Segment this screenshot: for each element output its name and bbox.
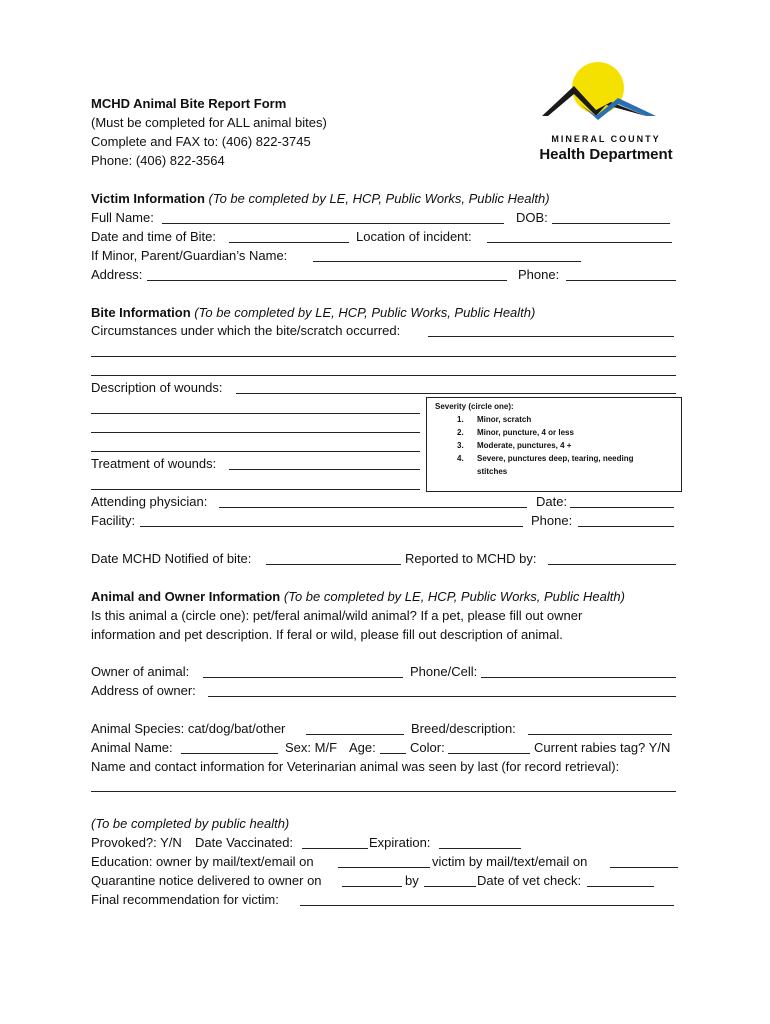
victim-by-label: victim by mail/text/email on [432, 854, 588, 869]
header-line-2: Complete and FAX to: (406) 822-3745 [91, 134, 311, 149]
quarantine-label: Quarantine notice delivered to owner on [91, 873, 322, 888]
expiration-field[interactable] [439, 848, 521, 849]
owner-address-label: Address of owner: [91, 683, 196, 698]
rabies-label: Current rabies tag? Y/N [534, 740, 671, 755]
circumstances-field-1[interactable] [428, 336, 674, 337]
phone-cell-label: Phone/Cell: [410, 664, 478, 679]
animal-heading: Animal and Owner Information [91, 589, 281, 604]
severity-option-1[interactable] [457, 415, 531, 425]
severity-text: Minor, scratch [477, 415, 532, 424]
severity-num: 2. [457, 428, 464, 437]
severity-num: 3. [457, 441, 464, 450]
physician-field[interactable] [219, 507, 527, 508]
severity-box [426, 397, 682, 492]
severity-title: Severity (circle one): [435, 402, 514, 411]
quarantine-date-field[interactable] [342, 886, 402, 887]
severity-option-3[interactable] [457, 441, 571, 451]
treatment-field-1[interactable] [229, 469, 420, 470]
by-label: by [405, 873, 419, 888]
circumstances-label: Circumstances under which the bite/scratch occurred: [91, 323, 401, 338]
quarantine-by-field[interactable] [424, 886, 476, 887]
wounds-field-2[interactable] [91, 413, 420, 414]
notified-label: Date MCHD Notified of bite: [91, 551, 252, 566]
education-owner-field[interactable] [338, 867, 430, 868]
sex-label: Sex: M/F [285, 740, 338, 755]
location-label: Location of incident: [356, 229, 472, 244]
severity-num: 1. [457, 415, 464, 424]
victim-phone-field[interactable] [566, 280, 676, 281]
address-field[interactable] [147, 280, 507, 281]
treatment-label: Treatment of wounds: [91, 456, 217, 471]
full-name-field[interactable] [162, 223, 504, 224]
severity-option-2[interactable] [457, 428, 574, 438]
wounds-field-4[interactable] [91, 451, 420, 452]
phone-cell-field[interactable] [481, 677, 676, 678]
severity-text: Moderate, punctures, 4 + [477, 441, 572, 450]
owner-field[interactable] [203, 677, 403, 678]
bite-note: (To be completed by LE, HCP, Public Works, Public Health) [194, 305, 536, 320]
severity-num: 4. [457, 454, 464, 463]
victim-heading: Victim Information [91, 191, 205, 206]
health-department-logo [526, 58, 686, 168]
victim-phone-label: Phone: [518, 267, 560, 282]
color-label: Color: [410, 740, 445, 755]
wounds-label: Description of wounds: [91, 380, 223, 395]
mountain-sun-logo-icon [526, 58, 686, 168]
wounds-field-1[interactable] [236, 393, 676, 394]
dob-field[interactable] [552, 223, 670, 224]
vaccinated-label: Date Vaccinated: [195, 835, 294, 850]
notified-field[interactable] [266, 564, 401, 565]
full-name-label: Full Name: [91, 210, 154, 225]
logo-bottom-text: Health Department [539, 146, 673, 163]
facility-field[interactable] [140, 526, 523, 527]
animal-heading-row [91, 589, 625, 605]
severity-text: Severe, punctures deep, tearing, needing [477, 454, 634, 463]
final-recommendation-label: Final recommendation for victim: [91, 892, 279, 907]
vaccinated-field[interactable] [302, 848, 368, 849]
breed-field[interactable] [528, 734, 672, 735]
final-recommendation-field[interactable] [300, 905, 674, 906]
species-field[interactable] [306, 734, 404, 735]
guardian-field[interactable] [313, 261, 581, 262]
facility-label: Facility: [91, 513, 136, 528]
reported-label: Reported to MCHD by: [405, 551, 537, 566]
severity-option-4[interactable] [457, 454, 634, 464]
vet-check-label: Date of vet check: [477, 873, 582, 888]
education-label: Education: owner by mail/text/email on [91, 854, 314, 869]
treatment-field-2[interactable] [91, 489, 420, 490]
minor-label: If Minor, Parent/Guardian’s Name: [91, 248, 288, 263]
facility-phone-label: Phone: [531, 513, 573, 528]
physician-date-field[interactable] [570, 507, 674, 508]
provoked-label: Provoked?: Y/N [91, 835, 182, 850]
circumstances-field-3[interactable] [91, 375, 676, 376]
wounds-field-3[interactable] [91, 432, 420, 433]
breed-label: Breed/description: [411, 721, 516, 736]
color-field[interactable] [448, 753, 530, 754]
vet-label: Name and contact information for Veterinarian animal was seen by last (for record retrieval): [91, 759, 620, 774]
age-field[interactable] [380, 753, 406, 754]
age-label: Age: [349, 740, 376, 755]
circumstances-field-2[interactable] [91, 356, 676, 357]
expiration-label: Expiration: [369, 835, 431, 850]
animal-note: (To be completed by LE, HCP, Public Works, Public Health) [283, 589, 625, 604]
public-health-note: (To be completed by public health) [91, 816, 290, 831]
victim-note: (To be completed by LE, HCP, Public Works, Public Health) [208, 191, 550, 206]
animal-name-field[interactable] [181, 753, 278, 754]
bite-heading-row [91, 305, 535, 321]
location-field[interactable] [487, 242, 672, 243]
dob-label: DOB: [516, 210, 548, 225]
date-time-field[interactable] [229, 242, 349, 243]
physician-label: Attending physician: [91, 494, 208, 509]
severity-continuation: stitches [477, 467, 508, 476]
vet-field[interactable] [91, 791, 676, 792]
vet-check-field[interactable] [587, 886, 654, 887]
species-label: Animal Species: cat/dog/bat/other [91, 721, 286, 736]
header-line-1: (Must be completed for ALL animal bites) [91, 115, 327, 130]
bite-heading: Bite Information [91, 305, 191, 320]
facility-phone-field[interactable] [578, 526, 674, 527]
severity-text: Minor, puncture, 4 or less [477, 428, 574, 437]
header-line-3: Phone: (406) 822-3564 [91, 153, 225, 168]
address-label: Address: [91, 267, 143, 282]
animal-question-2: information and pet description. If feral or wild, please fill out description of animal. [91, 627, 563, 642]
form-title: MCHD Animal Bite Report Form [91, 96, 287, 111]
reported-field[interactable] [548, 564, 676, 565]
animal-question-1: Is this animal a (circle one): pet/feral animal/wild animal? If a pet, please fill out owner [91, 608, 583, 623]
logo-top-text: MINERAL COUNTY [551, 134, 661, 144]
owner-label: Owner of animal: [91, 664, 190, 679]
education-victim-field[interactable] [610, 867, 678, 868]
victim-heading-row [91, 191, 550, 207]
animal-name-label: Animal Name: [91, 740, 173, 755]
owner-address-field[interactable] [208, 696, 676, 697]
physician-date-label: Date: [536, 494, 568, 509]
date-time-label: Date and time of Bite: [91, 229, 217, 244]
